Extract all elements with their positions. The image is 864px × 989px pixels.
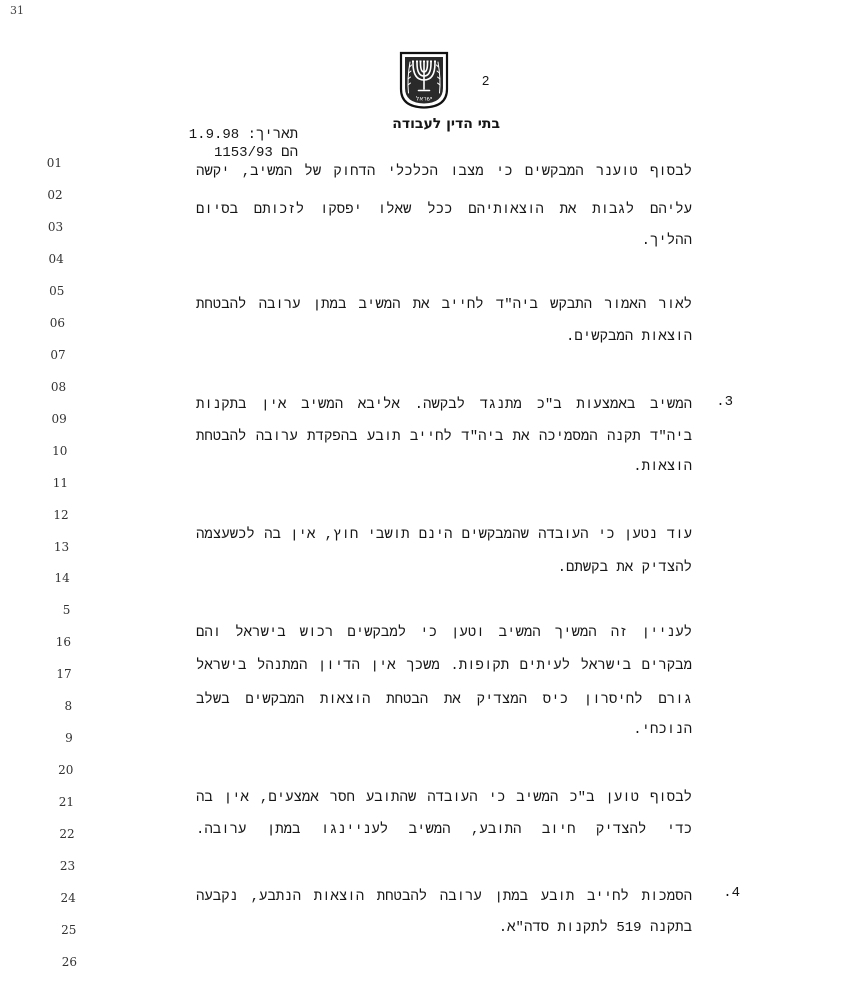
court-name: בתי הדין לעבודה	[392, 116, 500, 132]
body-line: הסמכות לחייב תובע במתן ערובה להבטחת הוצאות הנתבע, נקבעה	[196, 889, 692, 905]
body-line: המשיב באמצעות ב"כ מתנגד לבקשה. אליבא המשיב אין בתקנות	[196, 397, 692, 413]
line-number: 21	[58, 795, 74, 810]
body-line: בתקנה 519 לתקנות סדה"א.	[498, 920, 692, 936]
line-number: 07	[50, 347, 66, 362]
date-line: תאריך: 1.9.98	[188, 127, 298, 143]
line-number: 26	[61, 955, 77, 969]
body-line: כדי להצדיק חיוב התובע, המשיב לעניינגו במתן ערובה.	[196, 822, 692, 838]
line-number: 20	[58, 763, 74, 778]
line-number: 04	[48, 251, 64, 266]
line-number: 08	[50, 379, 67, 394]
body-line: הנוכחי.	[633, 722, 692, 738]
line-number: 16	[55, 635, 71, 650]
page-number: 2	[482, 73, 490, 88]
line-number: 01	[46, 156, 62, 170]
line-number: 02	[47, 187, 63, 202]
body-line: ביה"ד תקנה המסמיכה את ביה"ד לחייב תובע בהפקדת ערובה להבטחת	[196, 429, 692, 445]
line-number: 14	[54, 571, 70, 586]
body-line: עוד נטען כי העובדה שהמבקשים הינם תושבי חוץ, אין בה לכשעצמה	[196, 527, 692, 543]
body-line: להצדיק את בקשתם.	[557, 560, 692, 576]
emblem-text: ישראל	[415, 95, 433, 103]
body-line: הוצאות.	[633, 459, 692, 475]
line-number: 05	[49, 283, 65, 298]
line-number: 23	[59, 859, 76, 874]
line-number: 8	[64, 699, 73, 714]
body-line: גורם לחיסרון כיס המצדיק את הבטחת הוצאות המבקשים בשלב	[196, 692, 692, 708]
corner-mark: 31	[10, 4, 24, 17]
line-number: 09	[51, 411, 67, 426]
body-line: הוצאות המבקשים.	[565, 329, 692, 345]
line-number: 5	[62, 603, 71, 618]
line-number: 25	[61, 923, 77, 938]
body-line: מבקרים בישראל לעיתים תקופות. משכך אין הדיון המתנהל בישראל	[196, 658, 692, 674]
line-number: 17	[56, 667, 72, 682]
line-number: 10	[52, 443, 68, 458]
body-line: לעניין זה המשיך המשיב וטען כי למבקשים רכוש בישראל והם	[196, 625, 692, 641]
line-number: 13	[53, 539, 70, 554]
body-line: ההליך.	[641, 233, 692, 249]
state-emblem-icon	[399, 51, 449, 109]
body-line: לאור האמור התבקש ביה"ד לחייב את המשיב במתן ערובה להבטחת	[196, 297, 692, 313]
line-number: 03	[47, 219, 64, 234]
item-number: 3.	[716, 394, 733, 410]
line-number: 9	[65, 731, 73, 746]
line-number: 12	[53, 507, 69, 522]
item-number: 4.	[723, 885, 740, 901]
case-number-line: הם 1153/93	[213, 145, 298, 161]
line-number: 11	[52, 475, 68, 490]
body-line: עליהם לגבות את הוצאותיהם ככל שאלו יפסקו לזכותם בסיום	[196, 202, 692, 218]
line-number: 22	[59, 827, 75, 842]
line-number: 06	[49, 315, 65, 330]
line-number: 24	[60, 891, 76, 906]
body-line: לבסוף טוענר המבקשים כי מצבו הכלכלי הדחוק של המשיב, יקשה	[196, 164, 692, 180]
body-line: לבסוף טוען ב"כ המשיב כי העובדה שהתובע חסר אמצעים, אין בה	[196, 790, 692, 806]
